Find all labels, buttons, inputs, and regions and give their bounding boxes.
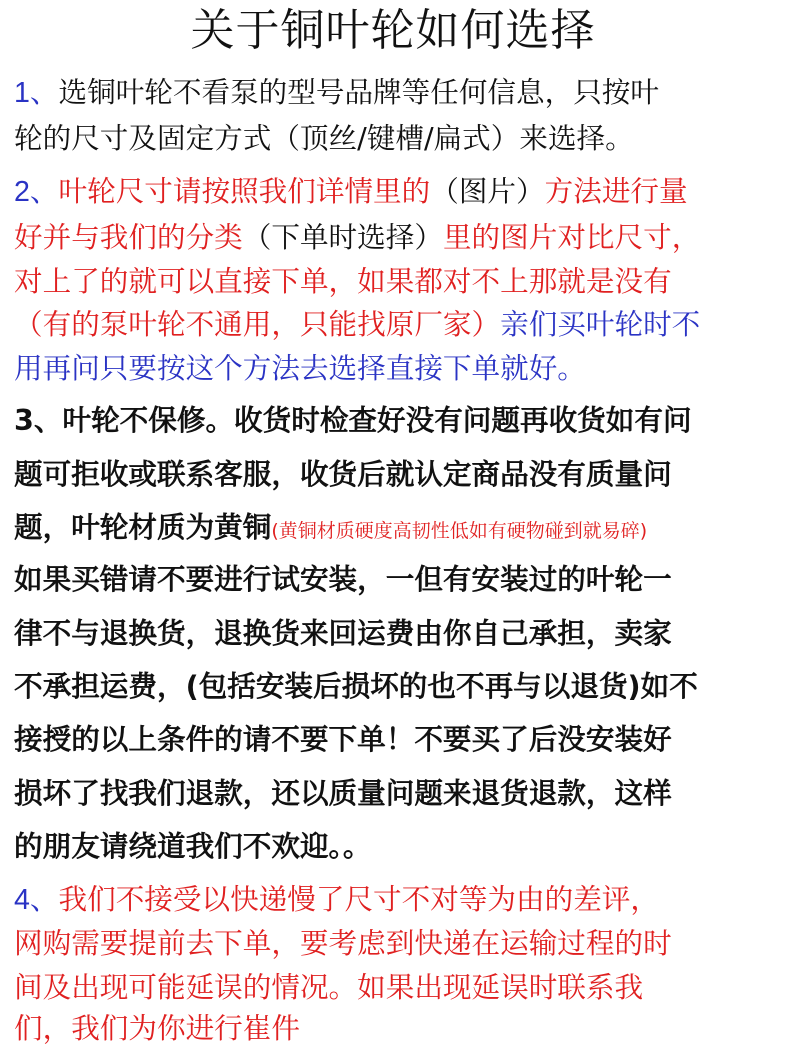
text-line-14: 接授的以上条件的请不要下单！不要买了后没安装好 bbox=[14, 722, 672, 756]
text-line-17 bbox=[14, 877, 659, 922]
text-line-12: 律不与退换货，退换货来回运费由你自己承担，卖家 bbox=[14, 616, 672, 650]
text-segment: 选铜叶轮不看泵的型号品牌等任何信息，只按叶 bbox=[58, 75, 659, 109]
text-line-19: 间及出现可能延误的情况。如果出现延误时联系我 bbox=[14, 970, 644, 1004]
material-note: (黄铜材质硬度高韧性低如有硬物碰到就易碎) bbox=[271, 520, 648, 542]
text-segment: 里的图片对比尺寸， bbox=[442, 220, 701, 254]
text-line-13: 不承担运费，(包括安装后损坏的也不再与以退货)如不 bbox=[14, 669, 698, 703]
item-number-2: 2、 bbox=[14, 176, 59, 208]
text-line-1 bbox=[14, 70, 659, 115]
text-segment: 题，叶轮材质为黄铜 bbox=[14, 510, 272, 544]
text-line-11: 如果买错请不要进行试安装，一但有安装过的叶轮一 bbox=[14, 562, 672, 596]
text-line-7: 用再问只要按这个方法去选择直接下单就好。 bbox=[14, 351, 586, 385]
text-line-2: 轮的尺寸及固定方式（顶丝/键槽/扁式）来选择。 bbox=[14, 121, 634, 155]
text-line-4 bbox=[14, 215, 700, 259]
item-number-4: 4、 bbox=[14, 884, 59, 916]
text-segment: （下单时选择） bbox=[242, 220, 443, 254]
text-segment: 我们不接受以快递慢了尺寸不对等为由的差评， bbox=[58, 882, 659, 916]
text-segment: 叶轮尺寸请按照我们详情里的 bbox=[58, 174, 431, 208]
text-line-18: 网购需要提前去下单，要考虑到快递在运输过程的时 bbox=[14, 926, 672, 960]
text-segment: （图片） bbox=[430, 174, 545, 208]
text-line-6 bbox=[14, 302, 700, 346]
text-line-10 bbox=[14, 505, 647, 553]
text-line-5: 对上了的就可以直接下单，如果都对不上那就是没有 bbox=[14, 264, 672, 298]
text-line-8: 3、叶轮不保修。收货时检查好没有问题再收货如有问 bbox=[14, 403, 692, 437]
text-segment: 亲们买叶轮时不 bbox=[500, 307, 701, 341]
text-line-16: 的朋友请绕道我们不欢迎。。 bbox=[14, 829, 372, 863]
text-segment: 好并与我们的分类 bbox=[14, 220, 243, 254]
text-segment: （有的泵叶轮不通用，只能找原厂家） bbox=[14, 307, 501, 341]
text-segment: 方法进行量 bbox=[544, 174, 688, 208]
page-title: 关于铜叶轮如何选择 bbox=[190, 5, 596, 56]
text-line-3 bbox=[14, 169, 688, 214]
text-line-9: 题可拒收或联系客服，收货后就认定商品没有质量问 bbox=[14, 457, 672, 491]
text-line-15: 损坏了找我们退款，还以质量问题来退货退款，这样 bbox=[14, 776, 672, 810]
item-number-1: 1、 bbox=[14, 77, 59, 109]
text-line-20: 们，我们为你进行崔件 bbox=[14, 1011, 300, 1045]
